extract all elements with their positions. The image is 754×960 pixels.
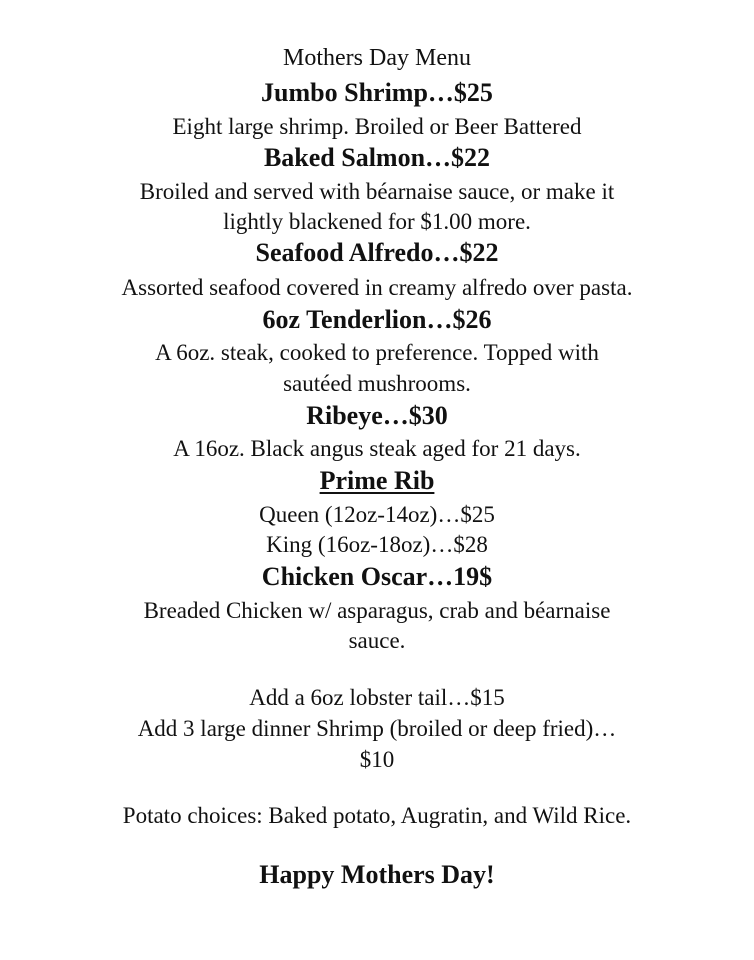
item-heading-seafood-alfredo: Seafood Alfredo…$22 — [255, 238, 499, 267]
item-heading-baked-salmon: Baked Salmon…$22 — [263, 143, 491, 172]
item-description-tenderloin-line1: A 6oz. steak, cooked to preference. Topped with — [155, 340, 599, 365]
prime-rib-king-option: King (16oz-18oz)…$28 — [266, 532, 488, 557]
closing-message: Happy Mothers Day! — [259, 860, 495, 889]
item-heading-ribeye: Ribeye…$30 — [306, 401, 448, 430]
item-description-chicken-oscar-line1: Breaded Chicken w/ asparagus, crab and béarnaise — [143, 598, 611, 623]
item-description-seafood-alfredo: Assorted seafood covered in creamy alfredo over pasta. — [121, 275, 633, 300]
menu-title: Mothers Day Menu — [283, 45, 471, 71]
item-description-baked-salmon-line2: lightly blackened for $1.00 more. — [223, 209, 531, 234]
item-heading-tenderloin: 6oz Tenderlion…$26 — [262, 305, 492, 334]
item-description-ribeye: A 16oz. Black angus steak aged for 21 days. — [173, 436, 581, 461]
item-description-baked-salmon-line1: Broiled and served with béarnaise sauce, or make it — [139, 179, 615, 204]
item-heading-chicken-oscar: Chicken Oscar…19$ — [261, 562, 493, 591]
item-description-chicken-oscar-line2: sauce. — [348, 628, 406, 653]
item-heading-jumbo-shrimp: Jumbo Shrimp…$25 — [261, 78, 493, 107]
item-description-tenderloin-line2: sautéed mushrooms. — [283, 371, 471, 396]
potato-choices: Potato choices: Baked potato, Augratin, and Wild Rice. — [122, 803, 632, 828]
item-heading-prime-rib: Prime Rib — [319, 466, 435, 495]
item-description-jumbo-shrimp: Eight large shrimp. Broiled or Beer Battered — [172, 114, 582, 139]
addon-dinner-shrimp-price: $10 — [359, 747, 395, 772]
addon-dinner-shrimp: Add 3 large dinner Shrimp (broiled or deep fried)… — [137, 716, 617, 741]
addon-lobster-tail: Add a 6oz lobster tail…$15 — [249, 685, 505, 710]
prime-rib-queen-option: Queen (12oz-14oz)…$25 — [259, 502, 495, 527]
